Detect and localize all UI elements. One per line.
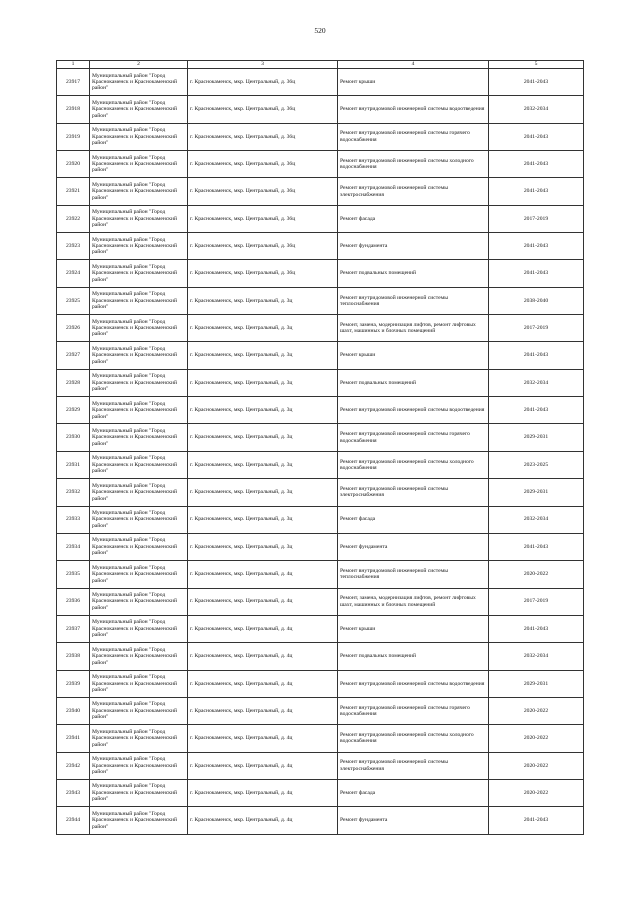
table-row [57, 424, 584, 451]
address-cell: г. Краснокаменск, мкр. Центральный, д. 3ц [188, 506, 338, 533]
municipality-cell: Муниципальный район "Город Краснокаменск и Краснокаменский район" [90, 670, 188, 697]
row-number: 23919 [57, 123, 90, 150]
period-cell: 2029-2031 [489, 479, 584, 506]
table-row [57, 69, 584, 96]
address-cell: г. Краснокаменск, мкр. Центральный, д. 36ц [188, 69, 338, 96]
work-type-cell: Ремонт крыши [338, 615, 489, 642]
address-cell: г. Краснокаменск, мкр. Центральный, д. 4ц [188, 807, 338, 834]
period-cell: 2032-2034 [489, 369, 584, 396]
municipality-cell: Муниципальный район "Город Краснокаменск и Краснокаменский район" [90, 342, 188, 369]
address-cell: г. Краснокаменск, мкр. Центральный, д. 3ц [188, 533, 338, 560]
address-cell: г. Краснокаменск, мкр. Центральный, д. 4ц [188, 779, 338, 806]
work-type-cell: Ремонт подвальных помещений [338, 643, 489, 670]
address-cell: г. Краснокаменск, мкр. Центральный, д. 3ц [188, 342, 338, 369]
work-type-cell: Ремонт подвальных помещений [338, 260, 489, 287]
address-cell: г. Краснокаменск, мкр. Центральный, д. 4ц [188, 561, 338, 588]
table-row [57, 533, 584, 560]
work-type-cell: Ремонт внутридомовой инженерной системы теплоснабжения [338, 287, 489, 314]
address-cell: г. Краснокаменск, мкр. Центральный, д. 3ц [188, 479, 338, 506]
row-number: 23920 [57, 151, 90, 178]
row-number: 23929 [57, 397, 90, 424]
table-row [57, 807, 584, 834]
table-row [57, 561, 584, 588]
municipality-cell: Муниципальный район "Город Краснокаменск и Краснокаменский район" [90, 260, 188, 287]
column-header: 5 [489, 61, 584, 69]
work-type-cell: Ремонт внутридомовой инженерной системы горячего водоснабжения [338, 697, 489, 724]
table-row [57, 233, 584, 260]
municipality-cell: Муниципальный район "Город Краснокаменск и Краснокаменский район" [90, 725, 188, 752]
table-row [57, 96, 584, 123]
row-number: 23922 [57, 205, 90, 232]
table-row [57, 151, 584, 178]
address-cell: г. Краснокаменск, мкр. Центральный, д. 36ц [188, 205, 338, 232]
table-row [57, 697, 584, 724]
period-cell: 2041-2043 [489, 151, 584, 178]
row-number: 23935 [57, 561, 90, 588]
municipality-cell: Муниципальный район "Город Краснокаменск и Краснокаменский район" [90, 123, 188, 150]
table-row [57, 178, 584, 205]
period-cell: 2041-2043 [489, 233, 584, 260]
work-type-cell: Ремонт фасада [338, 506, 489, 533]
period-cell: 2032-2034 [489, 96, 584, 123]
period-cell: 2041-2043 [489, 615, 584, 642]
municipality-cell: Муниципальный район "Город Краснокаменск и Краснокаменский район" [90, 205, 188, 232]
table-row [57, 397, 584, 424]
work-type-cell: Ремонт фасада [338, 779, 489, 806]
work-type-cell: Ремонт внутридомовой инженерной системы горячего водоснабжения [338, 424, 489, 451]
table-row [57, 205, 584, 232]
work-type-cell: Ремонт внутридомовой инженерной системы электроснабжения [338, 479, 489, 506]
municipality-cell: Муниципальный район "Город Краснокаменск и Краснокаменский район" [90, 561, 188, 588]
row-number: 23934 [57, 533, 90, 560]
municipality-cell: Муниципальный район "Город Краснокаменск и Краснокаменский район" [90, 178, 188, 205]
table-row [57, 451, 584, 478]
municipality-cell: Муниципальный район "Город Краснокаменск и Краснокаменский район" [90, 588, 188, 615]
municipality-cell: Муниципальный район "Город Краснокаменск и Краснокаменский район" [90, 424, 188, 451]
table-row [57, 287, 584, 314]
address-cell: г. Краснокаменск, мкр. Центральный, д. 3ц [188, 451, 338, 478]
address-cell: г. Краснокаменск, мкр. Центральный, д. 36ц [188, 178, 338, 205]
municipality-cell: Муниципальный район "Город Краснокаменск и Краснокаменский район" [90, 697, 188, 724]
row-number: 23933 [57, 506, 90, 533]
address-cell: г. Краснокаменск, мкр. Центральный, д. 4ц [188, 643, 338, 670]
period-cell: 2041-2043 [489, 397, 584, 424]
row-number: 23936 [57, 588, 90, 615]
period-cell: 2020-2022 [489, 779, 584, 806]
row-number: 23944 [57, 807, 90, 834]
period-cell: 2041-2043 [489, 123, 584, 150]
address-cell: г. Краснокаменск, мкр. Центральный, д. 3ц [188, 369, 338, 396]
table-row [57, 369, 584, 396]
period-cell: 2023-2025 [489, 451, 584, 478]
work-type-cell: Ремонт внутридомовой инженерной системы горячего водоснабжения [338, 123, 489, 150]
work-type-cell: Ремонт, замена, модернизация лифтов, ремонт лифтовых шахт, машинных и блочных помещений [338, 315, 489, 342]
column-header: 1 [57, 61, 90, 69]
period-cell: 2041-2043 [489, 533, 584, 560]
table-row [57, 643, 584, 670]
work-type-cell: Ремонт крыши [338, 342, 489, 369]
address-cell: г. Краснокаменск, мкр. Центральный, д. 36ц [188, 151, 338, 178]
municipality-cell: Муниципальный район "Город Краснокаменск и Краснокаменский район" [90, 643, 188, 670]
column-header: 3 [188, 61, 338, 69]
table-row [57, 779, 584, 806]
period-cell: 2032-2034 [489, 506, 584, 533]
period-cell: 2032-2034 [489, 643, 584, 670]
row-number: 23927 [57, 342, 90, 369]
row-number: 23928 [57, 369, 90, 396]
table-header-row [57, 61, 584, 69]
municipality-cell: Муниципальный район "Город Краснокаменск и Краснокаменский район" [90, 96, 188, 123]
municipality-cell: Муниципальный район "Город Краснокаменск и Краснокаменский район" [90, 779, 188, 806]
work-type-cell: Ремонт внутридомовой инженерной системы водоотведения [338, 96, 489, 123]
period-cell: 2038-2040 [489, 287, 584, 314]
period-cell: 2020-2022 [489, 697, 584, 724]
address-cell: г. Краснокаменск, мкр. Центральный, д. 4ц [188, 615, 338, 642]
address-cell: г. Краснокаменск, мкр. Центральный, д. 4ц [188, 752, 338, 779]
row-number: 23921 [57, 178, 90, 205]
table-row [57, 725, 584, 752]
address-cell: г. Краснокаменск, мкр. Центральный, д. 3ц [188, 287, 338, 314]
table-row [57, 615, 584, 642]
period-cell: 2041-2043 [489, 260, 584, 287]
work-type-cell: Ремонт внутридомовой инженерной системы теплоснабжения [338, 561, 489, 588]
work-type-cell: Ремонт фундамента [338, 807, 489, 834]
table-row [57, 752, 584, 779]
work-type-cell: Ремонт внутридомовой инженерной системы водоотведения [338, 670, 489, 697]
repair-schedule-table [56, 60, 584, 835]
row-number: 23940 [57, 697, 90, 724]
row-number: 23917 [57, 69, 90, 96]
table-row [57, 260, 584, 287]
address-cell: г. Краснокаменск, мкр. Центральный, д. 3ц [188, 315, 338, 342]
municipality-cell: Муниципальный район "Город Краснокаменск и Краснокаменский район" [90, 533, 188, 560]
period-cell: 2041-2043 [489, 807, 584, 834]
table-row [57, 506, 584, 533]
address-cell: г. Краснокаменск, мкр. Центральный, д. 36ц [188, 233, 338, 260]
work-type-cell: Ремонт внутридомовой инженерной системы водоотведения [338, 397, 489, 424]
row-number: 23931 [57, 451, 90, 478]
municipality-cell: Муниципальный район "Город Краснокаменск и Краснокаменский район" [90, 479, 188, 506]
period-cell: 2029-2031 [489, 670, 584, 697]
period-cell: 2041-2043 [489, 342, 584, 369]
work-type-cell: Ремонт фасада [338, 205, 489, 232]
address-cell: г. Краснокаменск, мкр. Центральный, д. 4ц [188, 697, 338, 724]
address-cell: г. Краснокаменск, мкр. Центральный, д. 4ц [188, 588, 338, 615]
period-cell: 2029-2031 [489, 424, 584, 451]
row-number: 23941 [57, 725, 90, 752]
municipality-cell: Муниципальный район "Город Краснокаменск и Краснокаменский район" [90, 315, 188, 342]
municipality-cell: Муниципальный район "Город Краснокаменск и Краснокаменский район" [90, 451, 188, 478]
table-row [57, 342, 584, 369]
table-row [57, 479, 584, 506]
period-cell: 2017-2019 [489, 588, 584, 615]
municipality-cell: Муниципальный район "Город Краснокаменск и Краснокаменский район" [90, 287, 188, 314]
row-number: 23925 [57, 287, 90, 314]
row-number: 23923 [57, 233, 90, 260]
page-number: 520 [314, 26, 326, 35]
work-type-cell: Ремонт внутридомовой инженерной системы электроснабжения [338, 752, 489, 779]
address-cell: г. Краснокаменск, мкр. Центральный, д. 36ц [188, 96, 338, 123]
work-type-cell: Ремонт подвальных помещений [338, 369, 489, 396]
work-type-cell: Ремонт внутридомовой инженерной системы электроснабжения [338, 178, 489, 205]
row-number: 23939 [57, 670, 90, 697]
column-header: 4 [338, 61, 489, 69]
address-cell: г. Краснокаменск, мкр. Центральный, д. 4ц [188, 725, 338, 752]
address-cell: г. Краснокаменск, мкр. Центральный, д. 36ц [188, 260, 338, 287]
period-cell: 2020-2022 [489, 752, 584, 779]
municipality-cell: Муниципальный район "Город Краснокаменск и Краснокаменский район" [90, 752, 188, 779]
work-type-cell: Ремонт крыши [338, 69, 489, 96]
municipality-cell: Муниципальный район "Город Краснокаменск и Краснокаменский район" [90, 69, 188, 96]
address-cell: г. Краснокаменск, мкр. Центральный, д. 36ц [188, 123, 338, 150]
table-row [57, 588, 584, 615]
period-cell: 2020-2022 [489, 725, 584, 752]
address-cell: г. Краснокаменск, мкр. Центральный, д. 3ц [188, 424, 338, 451]
row-number: 23930 [57, 424, 90, 451]
column-header: 2 [90, 61, 188, 69]
row-number: 23937 [57, 615, 90, 642]
row-number: 23918 [57, 96, 90, 123]
municipality-cell: Муниципальный район "Город Краснокаменск и Краснокаменский район" [90, 506, 188, 533]
municipality-cell: Муниципальный район "Город Краснокаменск и Краснокаменский район" [90, 615, 188, 642]
municipality-cell: Муниципальный район "Город Краснокаменск и Краснокаменский район" [90, 807, 188, 834]
period-cell: 2017-2019 [489, 205, 584, 232]
row-number: 23942 [57, 752, 90, 779]
row-number: 23926 [57, 315, 90, 342]
row-number: 23932 [57, 479, 90, 506]
period-cell: 2041-2043 [489, 69, 584, 96]
period-cell: 2020-2022 [489, 561, 584, 588]
row-number: 23943 [57, 779, 90, 806]
work-type-cell: Ремонт фундамента [338, 533, 489, 560]
municipality-cell: Муниципальный район "Город Краснокаменск и Краснокаменский район" [90, 233, 188, 260]
row-number: 23938 [57, 643, 90, 670]
table-body [57, 69, 584, 835]
work-type-cell: Ремонт внутридомовой инженерной системы холодного водоснабжения [338, 725, 489, 752]
address-cell: г. Краснокаменск, мкр. Центральный, д. 4ц [188, 670, 338, 697]
work-type-cell: Ремонт внутридомовой инженерной системы холодного водоснабжения [338, 451, 489, 478]
municipality-cell: Муниципальный район "Город Краснокаменск и Краснокаменский район" [90, 151, 188, 178]
address-cell: г. Краснокаменск, мкр. Центральный, д. 3ц [188, 397, 338, 424]
table-row [57, 123, 584, 150]
municipality-cell: Муниципальный район "Город Краснокаменск и Краснокаменский район" [90, 369, 188, 396]
row-number: 23924 [57, 260, 90, 287]
period-cell: 2017-2019 [489, 315, 584, 342]
period-cell: 2041-2043 [489, 178, 584, 205]
work-type-cell: Ремонт, замена, модернизация лифтов, ремонт лифтовых шахт, машинных и блочных помещений [338, 588, 489, 615]
table-row [57, 315, 584, 342]
municipality-cell: Муниципальный район "Город Краснокаменск и Краснокаменский район" [90, 397, 188, 424]
table-row [57, 670, 584, 697]
work-type-cell: Ремонт внутридомовой инженерной системы холодного водоснабжения [338, 151, 489, 178]
work-type-cell: Ремонт фундамента [338, 233, 489, 260]
